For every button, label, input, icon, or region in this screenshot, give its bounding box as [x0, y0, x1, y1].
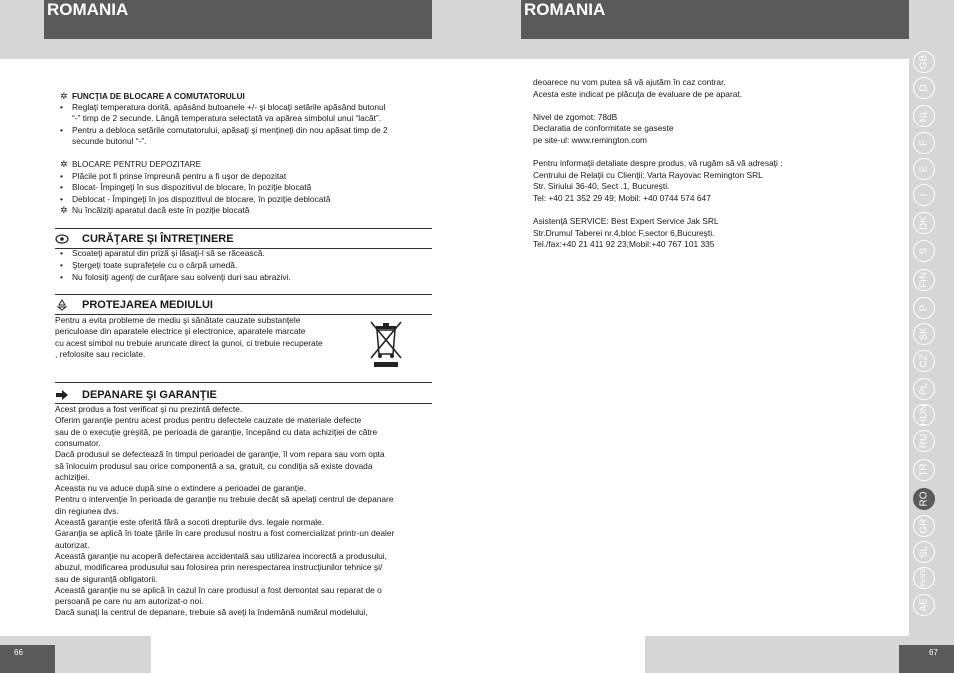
list-item: “-” timp de 2 secunde. Lângă temperatura selectată va apărea simbolul unui “lacăt”. — [72, 113, 382, 123]
language-tab-label: GB — [918, 54, 930, 70]
cleaning-title: CURĂŢARE ŞI ÎNTREŢINERE — [82, 233, 234, 245]
language-tab-label: D — [918, 84, 930, 92]
bullet: • — [60, 125, 63, 135]
bullet: • — [60, 272, 63, 282]
environment-line: cu acest simbol nu trebuie aruncate direct la gunoi, ci trebuie recuperate — [55, 338, 323, 348]
sun-icon: ✲ — [60, 205, 68, 215]
warranty-line: sau de o execuţie greşită, pe perioada de garanţie, începând cu data achiziţiei de către — [55, 426, 378, 437]
language-tab-gb[interactable] — [913, 51, 935, 73]
warranty-line: Această garanţie nu se aplică în cazul în care produsul a fost demontat sau reparat de o — [55, 584, 382, 595]
warranty-line: achiziţiei. — [55, 471, 90, 482]
bullet: • — [60, 171, 63, 181]
language-tab-sl[interactable] — [913, 541, 935, 563]
environment-line: periculoase din aparatele electrice şi electronice, aparatele marcate — [55, 326, 306, 336]
language-tab-label: DK — [918, 216, 930, 230]
list-item: Reglaţi temperatura dorită, apăsând butoanele +/- şi blocaţi setările apăsând butonul — [72, 102, 386, 112]
language-tab-hun[interactable] — [913, 404, 935, 426]
bullet: • — [60, 194, 63, 204]
warranty-line: Garanţia se aplică în toate ţările în care produsul nostru a fost comercializat printr-un dealer — [55, 528, 395, 539]
warranty-line: Dacă sunaţi la centrul de depanare, trebuie să aveţi la îndemână numărul modelului, — [55, 607, 368, 618]
warranty-line: abuzul, modificarea produsului sau folosirea prin nerespectarea instrucţiunilor tehnice şi/ — [55, 562, 383, 573]
warranty-line: Acest produs a fost verificat şi nu prezintă defecte. — [55, 404, 243, 414]
language-tab-label: GR — [918, 518, 930, 534]
contact-line: Tel: +40 21 352 29 49; Mobil: +40 0744 574 647 — [533, 193, 711, 203]
language-tab-label: AE — [918, 598, 930, 612]
language-tab-label: TR — [918, 463, 930, 477]
list-item: Scoateţi aparatul din priză şi lăsaţi-l să se răcească. — [72, 248, 265, 258]
language-tab-label: F — [918, 139, 930, 147]
language-tab-fin[interactable] — [913, 269, 935, 291]
section-divider — [55, 228, 432, 229]
contact-line: Nivel de zgomot: 78dB — [533, 111, 618, 122]
weee-crossed-bin-icon — [366, 318, 406, 370]
language-tab-label: PL — [918, 382, 930, 396]
page-number-right: 67 — [899, 645, 954, 673]
contact-line: Pentru informaţii detaliate despre produs, vă rugăm să vă adresaţi : — [533, 158, 783, 169]
bullet: • — [60, 248, 63, 258]
language-tab-label: CZ — [918, 354, 930, 368]
language-tab-f[interactable] — [913, 132, 935, 154]
language-tab-pl[interactable] — [913, 378, 935, 400]
bullet: • — [60, 102, 63, 112]
list-item: Nu folosiţi agenţi de curăţare sau solvenţi duri sau abrazivi. — [72, 272, 291, 282]
contact-line: Tel./fax:+40 21 411 92 23;Mobil:+40 767 101 335 — [533, 239, 715, 250]
language-tab-label: SL — [918, 545, 930, 559]
language-tab-cz[interactable] — [913, 350, 935, 372]
language-tab-label: FIN — [918, 271, 930, 289]
environment-title: PROTEJAREA MEDIULUI — [82, 299, 213, 311]
contact-line: Centrului de Relaţii cu Clienţii: Varta Rayovac Remington SRL — [533, 169, 763, 180]
contact-line: Str. Siriului 36-40, Sect .1, Bucureşti. — [533, 181, 670, 192]
list-item: Ştergeţi toate suprafeţele cu o cârpă umedă. — [72, 260, 238, 270]
language-tab-d[interactable] — [913, 77, 935, 99]
language-tab-label: E — [918, 165, 930, 173]
language-tab-s[interactable] — [913, 240, 935, 262]
arrow-right-icon — [55, 389, 69, 401]
language-tab-hr-srb[interactable] — [913, 567, 935, 589]
page-number-left: 66 — [0, 645, 55, 673]
language-tab-label: S — [918, 247, 930, 255]
language-tab-tr[interactable] — [913, 459, 935, 481]
page-title-left: ROMANIA — [44, 0, 432, 39]
contact-line: deoarece nu vom putea să vă ajutăm în caz contrar. — [533, 77, 726, 87]
section-divider — [55, 294, 432, 295]
language-tab-label: HUN — [918, 404, 930, 426]
contact-line: Asistenţă SERVICE: Best Expert Service Jak SRL — [533, 216, 719, 227]
contact-line: Acesta este indicat pe plăcuţa de evaluare de pe aparat. — [533, 88, 743, 99]
warranty-line: Această garanţie este oferită fără a socoti drepturile dvs. legale normale. — [55, 517, 325, 527]
section-divider — [55, 382, 432, 383]
bullet: • — [60, 260, 63, 270]
list-item: Blocat- Împingeţi în sus dispozitivul de blocare, în poziţie blocată — [72, 182, 312, 192]
language-tab-p[interactable] — [913, 297, 935, 319]
warranty-line: Dacă produsul se defectează în timpul perioadei de garanţie, îl vom repara sau vom opta — [55, 449, 385, 460]
warranty-line: consumator. — [55, 437, 101, 448]
environment-line: , refolosite sau reciclate. — [55, 349, 146, 359]
language-tab-label: SK — [918, 327, 930, 341]
language-tab-gr[interactable] — [913, 515, 935, 537]
list-item: Pentru a debloca setările comutatorului, apăsaţi şi menţineţi din nou apăsat timp de 2 — [72, 125, 388, 135]
sun-icon: ✲ — [60, 91, 68, 101]
page-title-right: ROMANIA — [521, 0, 909, 39]
sun-icon: ✲ — [60, 159, 68, 169]
warranty-line: sau de siguranţă obligatorii. — [55, 573, 158, 584]
storage-lock-title: BLOCARE PENTRU DEPOZITARE — [72, 160, 202, 169]
language-tab-ae[interactable] — [913, 594, 935, 616]
language-tab-i[interactable] — [913, 184, 935, 206]
warranty-line: Această garanţie nu acoperă defectarea accidentală sau utilizarea incorectă a produsului, — [55, 550, 387, 561]
language-tab-ro[interactable] — [913, 488, 935, 510]
eye-icon — [55, 233, 69, 245]
language-tab-label: RU — [918, 433, 930, 449]
language-tab-label: HR/SRB — [921, 566, 927, 590]
contact-line: Str.Drumul Taberei nr.4,bloc F,sector 6,Bucureşti. — [533, 227, 715, 238]
language-tab-label: I — [918, 193, 930, 197]
warranty-line: Oferim garanţie pentru acest produs pentru defectele cauzate de materiale defecte — [55, 415, 362, 426]
warranty-title: DEPANARE ŞI GARANŢIE — [82, 389, 217, 401]
language-tab-e[interactable] — [913, 158, 935, 180]
list-item: Plăcile pot fi prinse împreună pentru a fi uşor de depozitat — [72, 171, 287, 181]
contact-line: pe site-ul: www.remington.com — [533, 135, 648, 145]
language-tab-label: P — [918, 304, 930, 312]
list-item: Deblocat - Împingeţi în jos dispozitivul de blocare, în poziţie deblocată — [72, 194, 331, 204]
language-tab-sk[interactable] — [913, 323, 935, 345]
warranty-line: autorizat. — [55, 539, 90, 550]
bullet: • — [60, 182, 63, 192]
contact-line: Declaratia de conformitate se gaseste — [533, 123, 674, 134]
language-tab-dk[interactable] — [913, 212, 935, 234]
language-tab-label: RO — [918, 491, 930, 507]
list-item: secunde butonul “-”. — [72, 136, 147, 146]
warranty-line: din regiunea dvs. — [55, 505, 119, 516]
switch-lock-title: FUNCŢIA DE BLOCARE A COMUTATORULUI — [72, 92, 245, 101]
language-tab-label: NL — [918, 109, 930, 123]
storage-lock-note: Nu încălziţi aparatul dacă este în poziţie blocată — [72, 205, 250, 215]
warranty-line: să înlocuim produsul sau orice componentă a sa, gratuit, cu condiţia să existe dovada — [55, 460, 373, 471]
warranty-line: Aceasta nu va aduce după sine o extindere a perioadei de garanţie. — [55, 483, 306, 494]
warranty-line: persoană pe care nu am autorizat-o noi. — [55, 596, 204, 607]
environment-line: Pentru a evita probleme de mediu şi sănătate cauzate substanţele — [55, 315, 301, 325]
warranty-line: Pentru o intervenţie în perioada de garanţie nu trebuie decât să apelaţi centrul de depanare — [55, 494, 394, 505]
language-tab-ru[interactable] — [913, 430, 935, 452]
language-tab-nl[interactable] — [913, 105, 935, 127]
recycle-icon — [55, 299, 69, 311]
